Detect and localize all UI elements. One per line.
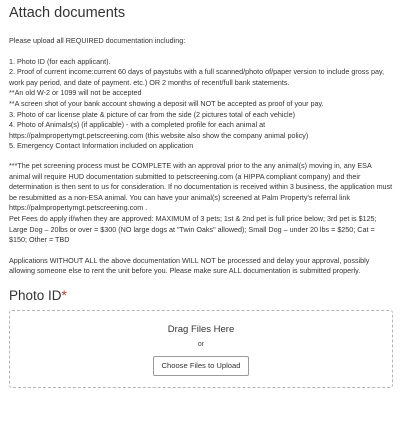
requirement-item: **An old W-2 or 1099 will not be accepted — [9, 88, 142, 98]
requirement-item: 5. Emergency Contact Information included on application — [9, 141, 194, 151]
photo-id-label-text: Photo ID — [9, 287, 62, 303]
pet-screening-note — [9, 161, 394, 246]
or-text: or — [197, 340, 205, 348]
pet-fees-text: Pet Fees do apply if/when they are approved: MAXIMUM of 3 pets; 1st & 2nd pet is full price below; 3rd pet is $125; Large Dog – 20lbs or over = $300 (NO large dogs at "Twin Oaks" allowed); Small Dog – under 20 lbs = $250; Cat = $150; Other = TBD — [9, 213, 377, 245]
requirement-item: **A screen shot of your bank account showing a deposit will NOT be accepted as proof of your pay. — [9, 98, 324, 108]
incomplete-warning: Applications WITHOUT ALL the above documentation WILL NOT be processed and delay your approval, possibly allowing someone else to rent the unit before you. Please make sure ALL documentation is submitted properly. — [9, 255, 370, 276]
requirement-item: 3. Photo of car license plate & picture of car from the side (2 pictures total of each vehicle) — [9, 109, 296, 119]
requirements-list — [9, 57, 394, 152]
pet-screening-text: ***The pet screening process must be COMPLETE with an approval prior to the any animal(s) moving in, any ESA animal will require HUD documentation submitted to petscreening.com (a HIPPA compliant company) and their determination is then sent to us for consideration. If no documentation is received within 3 business, the application must be resubmitted as a non-ESA animal. You can have your animal(s) screened at Palm Property's referral link https://palmpropertymgt.petscreening.com . — [9, 160, 393, 213]
requirement-item: 1. Photo ID (for each applicant). — [9, 56, 111, 66]
required-asterisk: * — [61, 287, 67, 303]
choose-files-button[interactable]: Choose Files to Upload — [153, 356, 250, 376]
requirement-item: 2. Proof of current income:current 60 days of paystubs with a full scanned/photo of/paper version to include gross pay, work pay period, and date of payment. etc.) OR 2 months of recent/full bank statements. — [9, 67, 385, 87]
instructions-intro: Please upload all REQUIRED documentation including: — [9, 36, 186, 45]
photo-id-label — [9, 287, 394, 305]
photo-id-dropzone[interactable] — [9, 310, 393, 388]
requirement-item: 4. Photo of Animals(s) (if applicable) - with a completed profile for each animal at https://palmpropertymgt.petscreening.com (this website also show the company animal policy) — [9, 120, 309, 140]
section-title: Attach documents — [9, 5, 126, 21]
drag-files-text: Drag Files Here — [167, 323, 235, 335]
